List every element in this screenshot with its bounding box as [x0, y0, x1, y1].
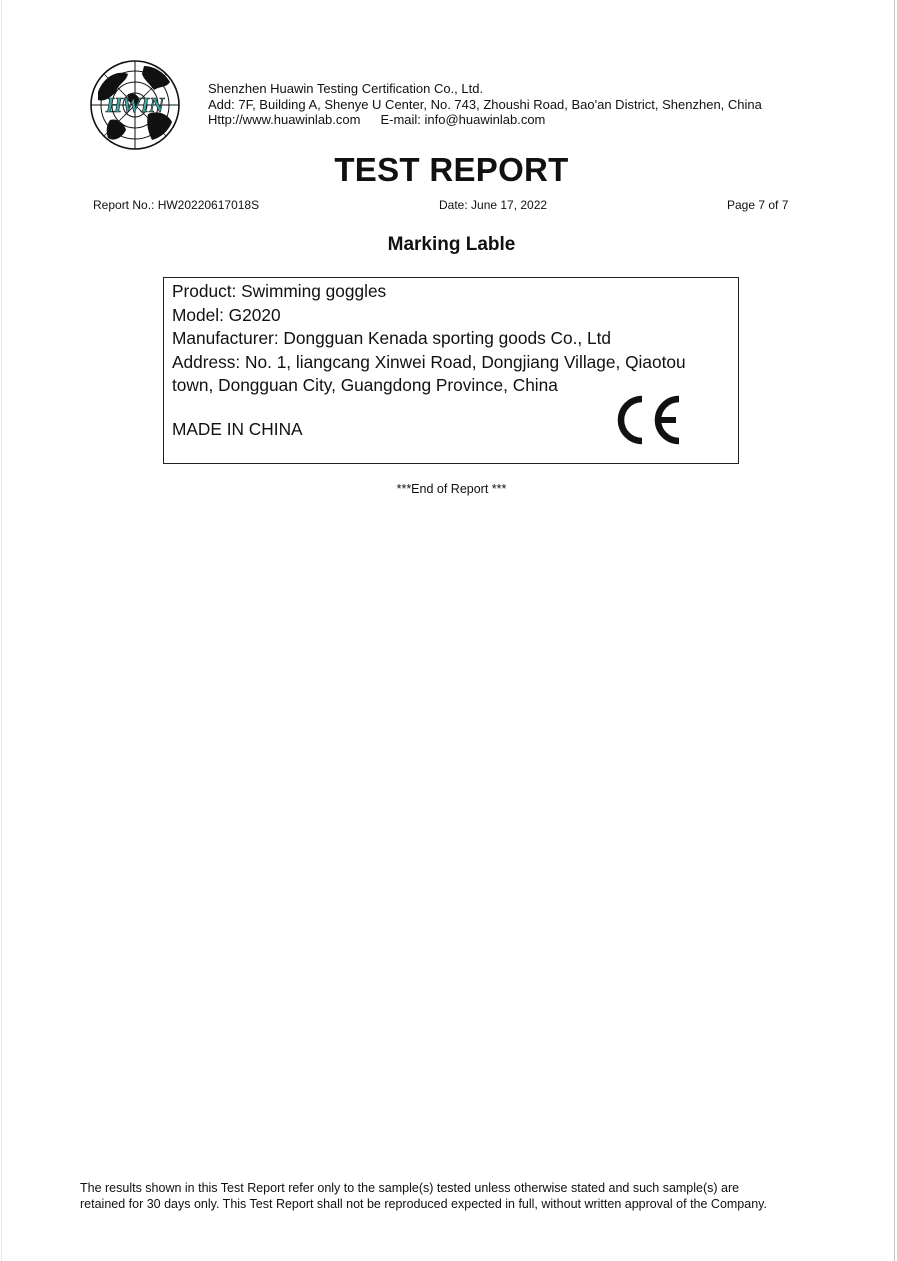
- report-date: Date: June 17, 2022: [439, 198, 548, 212]
- label-address-line-2: town, Dongguan City, Guangdong Province, China: [172, 375, 558, 395]
- disclaimer-line-1: The results shown in this Test Report refer only to the sample(s) tested unless otherwise stated and such sample(s) are: [80, 1181, 740, 1195]
- company-website-link[interactable]: Http://www.huawinlab.com: [208, 112, 361, 127]
- report-number: Report No.: HW20220617018S: [93, 198, 260, 212]
- company-name: Shenzhen Huawin Testing Certification Co., Ltd.: [208, 81, 484, 96]
- label-manufacturer: Manufacturer: Dongguan Kenada sporting goods Co., Ltd: [172, 328, 612, 348]
- logo-lettering: HWIN: [105, 93, 165, 117]
- ce-mark-icon: [612, 393, 684, 447]
- footer-disclaimer: [80, 1181, 767, 1212]
- page-indicator: Page 7 of 7: [727, 198, 789, 212]
- label-address-line-1: Address: No. 1, liangcang Xinwei Road, Dongjiang Village, Qiaotou: [172, 351, 686, 372]
- report-title: TEST REPORT: [334, 151, 569, 188]
- company-email[interactable]: E-mail: info@huawinlab.com: [380, 112, 546, 127]
- page-edge-left: [1, 0, 2, 1261]
- company-header: [208, 81, 762, 128]
- section-title: Marking Lable: [387, 234, 516, 255]
- end-of-report: ***End of Report ***: [396, 482, 507, 496]
- company-address: Add: 7F, Building A, Shenye U Center, No. 743, Zhoushi Road, Bao'an District, Shenzhen, China: [208, 96, 762, 112]
- company-contact: [208, 112, 762, 128]
- label-made-in: MADE IN CHINA: [172, 419, 303, 439]
- label-text-block: [172, 280, 686, 398]
- marking-label-box: [163, 277, 739, 464]
- globe-logo-icon: [88, 58, 182, 152]
- page-edge-right: [894, 0, 895, 1261]
- company-logo: [88, 58, 182, 152]
- label-model: Model: G2020: [172, 304, 281, 325]
- label-product: Product: Swimming goggles: [172, 281, 387, 301]
- disclaimer-line-2: retained for 30 days only. This Test Report shall not be reproduced expected in full, without written approval of the Company.: [80, 1196, 767, 1211]
